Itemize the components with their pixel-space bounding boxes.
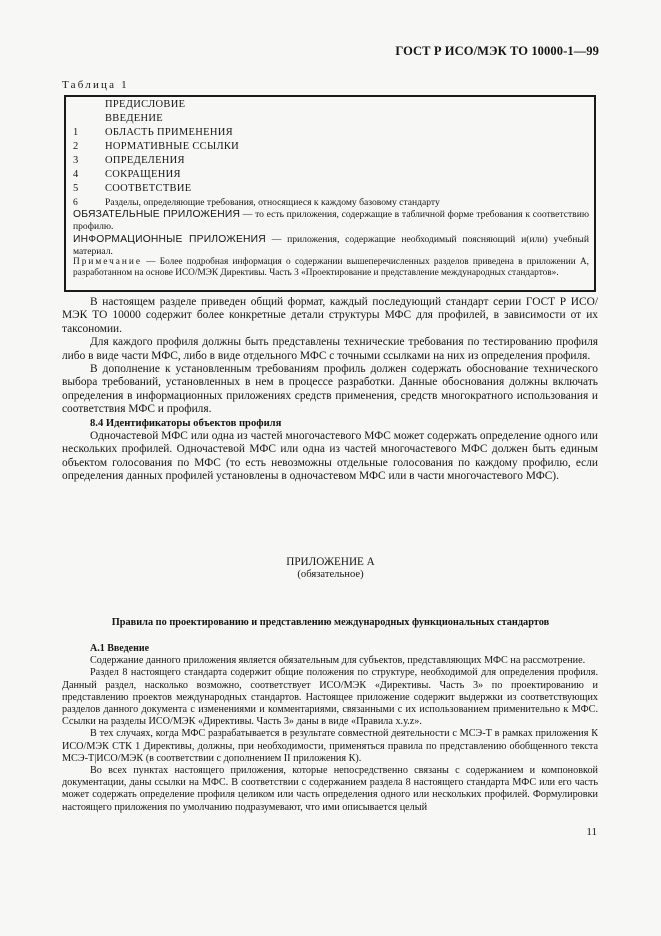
mandatory-annexes-note: ОБЯЗАТЕЛЬНЫЕ ПРИЛОЖЕНИЯ — то есть приложения, содержащие в табличной форме требования к соответствию профилю. [73, 209, 590, 232]
paragraph: В настоящем разделе приведен общий формат, каждый последующий стандарт серии ГОСТ Р ИСО/МЭК ТО 10000 содержит более конкретные детали структуры МФС для профилей, в зависимости от их таксономии. [62, 296, 598, 335]
paragraph: Для каждого профиля должны быть представлены технические требования по тестированию профиля либо в виде части МФС, либо в виде отдельного МФС с точными ссылками на них из определения профиля. [62, 336, 598, 362]
informative-annexes-note: ИНФОРМАЦИОННЫЕ ПРИЛОЖЕНИЯ — приложения, содержащие необходимый поясняющий и(или) учебный материал. [73, 234, 589, 257]
table-note: Примечание — Более подробная информация о содержании вышеперечисленных разделов приведена в приложении А, разработанном на основе ИСО/МЭК Директивы. Часть 3 «Проектирование и представление международных стандартов». [73, 257, 589, 278]
annex-status: (обязательное) [297, 569, 364, 580]
table-caption: Таблица 1 [62, 79, 129, 91]
annex-heading: Правила по проектированию и представлению международных функциональных стандартов [111, 617, 550, 628]
document-header: ГОСТ Р ИСО/МЭК ТО 10000-1—99 [395, 44, 599, 58]
section-text [62, 296, 598, 484]
annex-title: ПРИЛОЖЕНИЕ А [286, 556, 375, 568]
table-1: ПРЕДИСЛОВИЕ ВВЕДЕНИЕ 1 ОБЛАСТЬ ПРИМЕНЕНИЯ 2 НОРМАТИВНЫЕ ССЫЛКИ 3 ОПРЕДЕЛЕНИЯ 4 СОКРАЩЕНИЯ 5 СООТВЕТСТВИЕ 6 Разделы, определяющие требования, относящиеся к каждому базовому стандарту ОБЯЗАТЕЛЬНЫЕ ПРИЛОЖЕНИЯ — то есть приложения, содержащие в табличной форме требования к соответствию профилю. ИНФОРМАЦИОННЫЕ ПРИЛОЖЕНИЯ — приложения, содержащие необходимый поясняющий и(или) учебный материал. Примечание — Более подробная информация о содержании вышеперечисленных разделов приведена в приложении А, разработанном на основе ИСО/МЭК Директивы. Часть 3 «Проектирование и представление международных стандартов». [64, 95, 596, 292]
annex-text [62, 643, 598, 814]
section-heading: 8.4 Идентификаторы объектов профиля [90, 417, 282, 429]
paragraph: В тех случаях, когда МФС разрабатывается в результате совместной деятельности с МСЭ-Т в рамках приложения К ИСО/МЭК СТК 1 Директивы, должны, при необходимости, применяться правила по представлению обобщенного текста МСЭ-Т|ИСО/МЭК (в соответствии с дополнением II приложения К). [62, 728, 598, 764]
paragraph: Во всех пунктах настоящего приложения, которые непосредственно связаны с содержанием и компоновкой документации, даны ссылки на МФС. В соответствии с содержанием раздела 8 настоящего стандарта МФС или его часть может содержать определение профиля целиком или часть определения одного или нескольких профилей. Формулировки настоящего приложения по умолчанию подразумевают, что ими описывается целый [62, 765, 598, 813]
section-heading: А.1 Введение [90, 643, 150, 654]
page-number: 11 [586, 826, 597, 838]
paragraph: Содержание данного приложения является обязательным для субъектов, представляющих МФС на рассмотрение. [90, 655, 586, 667]
paragraph: Раздел 8 настоящего стандарта содержит общие положения по структуре, необходимой для определения профиля. Данный раздел, насколько возможно, соответствует ИСО/МЭК «Директивы. Часть 3» по проектированию и представлению проектов международных стандартов. Настоящее приложение содержит выдержки из соответствующих разделов данного документа с изменениями и комментариями, связанными с их использованием применительно к МФС. Ссылки на разделы ИСО/МЭК «Директивы. Часть 3» даны в виде «Правила х.у.z». [62, 667, 598, 728]
paragraph: Одночастевой МФС или одна из частей многочастевого МФС может содержать определение одного или нескольких профилей. Одночастевой МФС или одна из частей многочастевого МФС должен быть единым объектом голосования по МФС (то есть невозможны отдельные голосования по каждому профилю, если определения данных профилей установлены в одночастевом МФС или в части многочастевого МФС). [62, 430, 598, 483]
paragraph: В дополнение к установленным требованиям профиль должен содержать обоснование технического выбора требований, установленных в нем в процессе разработки. Данные обоснования должны включать определения в информационных приложениях средств применения, средств многократного использования и соответствия МФС и профиля. [62, 363, 598, 416]
